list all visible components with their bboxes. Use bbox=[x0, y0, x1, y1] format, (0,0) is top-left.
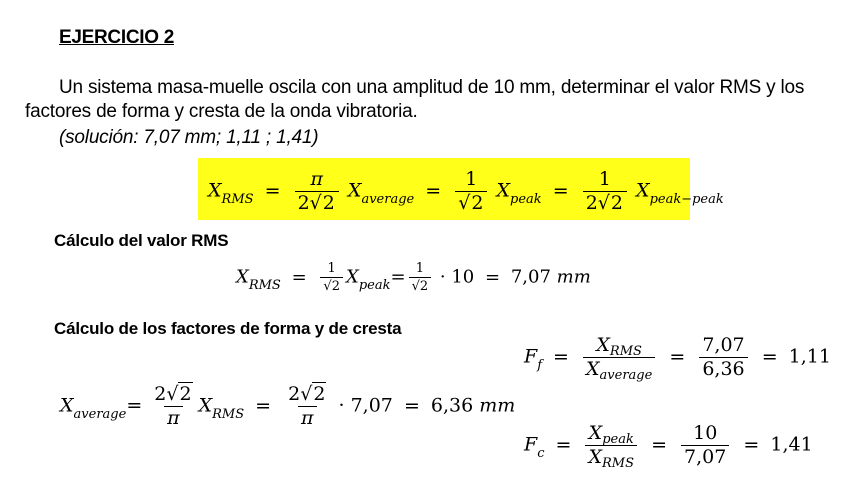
sqrt-sign: √ bbox=[411, 279, 420, 294]
x-symbol: X bbox=[588, 422, 603, 444]
sub-f: f bbox=[537, 357, 542, 373]
equals-sign: = bbox=[761, 345, 778, 368]
radicand: 2 bbox=[471, 192, 484, 214]
sub-average: average bbox=[599, 368, 653, 383]
radicand: 2 bbox=[610, 192, 623, 214]
sqrt-sign: √ bbox=[300, 383, 313, 405]
denominator: 7,07 bbox=[681, 445, 729, 467]
numerator bbox=[593, 336, 645, 357]
fraction-1-over-sqrt2 bbox=[320, 262, 343, 293]
rms-result: 7,07 bbox=[510, 266, 551, 288]
unit-mm: mm bbox=[479, 394, 516, 417]
rms-calculation bbox=[236, 262, 591, 293]
average-calculation bbox=[60, 385, 515, 428]
crest-factor-result: 1,41 bbox=[770, 433, 813, 456]
equals-sign: = bbox=[264, 179, 281, 202]
form-factor-calculation bbox=[524, 334, 831, 383]
x-symbol: X bbox=[345, 266, 359, 288]
denominator bbox=[409, 277, 432, 293]
amplitude-value: 10 bbox=[451, 266, 475, 288]
radicand: 2 bbox=[322, 192, 335, 214]
coef-two: 2 bbox=[585, 192, 598, 214]
sqrt-sign: √ bbox=[458, 192, 471, 214]
denominator bbox=[320, 277, 343, 293]
x-symbol: X bbox=[208, 179, 222, 202]
denominator bbox=[583, 357, 655, 383]
solution-line: (solución: 7,07 mm; 1,11 ; 1,41) bbox=[59, 127, 319, 148]
equals-sign: = bbox=[390, 266, 406, 288]
numerator-one: 1 bbox=[327, 261, 336, 276]
x-symbol: X bbox=[236, 266, 249, 288]
sub-peak-peak: peak−peak bbox=[649, 191, 724, 207]
x-symbol: X bbox=[347, 179, 362, 202]
sqrt-sign: √ bbox=[597, 192, 610, 214]
radicand: 2 bbox=[179, 383, 192, 405]
sub-peak: peak bbox=[358, 277, 391, 293]
coef-two: 2 bbox=[154, 383, 167, 405]
radicand: 2 bbox=[313, 383, 326, 405]
equals-sign: = bbox=[651, 433, 667, 456]
equals-sign: = bbox=[255, 394, 272, 417]
problem-statement: Un sistema masa-muelle oscila con una amplitud de 10 mm, determinar el valor RMS y los factores de forma y cresta de la onda vibratoria. bbox=[25, 77, 805, 122]
average-result: 6,36 bbox=[430, 394, 474, 417]
radicand: 2 bbox=[331, 279, 340, 294]
sub-c: c bbox=[537, 445, 545, 461]
fraction-pi-over-2sqrt2 bbox=[295, 170, 339, 213]
numerator-one: 1 bbox=[598, 168, 611, 190]
equals-sign: = bbox=[553, 345, 569, 368]
f-symbol: F bbox=[524, 345, 538, 368]
numerator bbox=[586, 424, 637, 445]
pi-symbol: π bbox=[310, 168, 323, 190]
f-symbol: F bbox=[524, 433, 538, 456]
pi-symbol: π bbox=[298, 406, 317, 428]
fraction-peak-over-rms bbox=[585, 422, 637, 471]
radicand: 2 bbox=[419, 279, 429, 294]
sub-rms: RMS bbox=[609, 344, 642, 359]
form-factor-result: 1,11 bbox=[788, 345, 831, 368]
fraction-1-over-sqrt2 bbox=[409, 262, 432, 293]
numerator-one: 1 bbox=[415, 261, 424, 276]
rms-value: 7,07 bbox=[350, 394, 393, 417]
numerator: 7,07 bbox=[702, 334, 745, 356]
x-symbol: X bbox=[60, 394, 74, 417]
equals-sign: = bbox=[552, 179, 569, 202]
numerator bbox=[285, 385, 329, 406]
fraction-values bbox=[699, 336, 747, 379]
equals-sign: = bbox=[484, 266, 501, 288]
denominator bbox=[585, 445, 637, 471]
sub-average: average bbox=[361, 191, 415, 207]
fraction-values bbox=[681, 424, 729, 467]
unit-mm: mm bbox=[556, 266, 591, 288]
heading-factors-calc: Cálculo de los factores de forma y de cresta bbox=[54, 319, 402, 338]
sub-rms: RMS bbox=[212, 406, 245, 422]
multiply-dot: · bbox=[439, 266, 446, 288]
denominator bbox=[455, 191, 487, 213]
equals-sign: = bbox=[743, 433, 760, 456]
denominator: 6,36 bbox=[699, 357, 747, 379]
x-symbol: X bbox=[588, 446, 603, 468]
sqrt-sign: √ bbox=[323, 279, 332, 294]
fraction-1-over-2sqrt2 bbox=[583, 170, 627, 213]
pi-symbol: π bbox=[164, 406, 183, 428]
sub-peak: peak bbox=[510, 191, 542, 207]
equals-sign: = bbox=[669, 345, 686, 368]
fraction-2sqrt2-over-pi bbox=[285, 385, 329, 428]
equals-sign: = bbox=[555, 433, 572, 456]
x-symbol: X bbox=[198, 394, 213, 417]
multiply-dot: · bbox=[338, 394, 345, 417]
equals-sign: = bbox=[291, 266, 307, 288]
key-formula bbox=[208, 170, 724, 213]
fraction-2sqrt2-over-pi bbox=[151, 385, 195, 428]
numerator: 10 bbox=[693, 422, 718, 444]
numerator-one: 1 bbox=[465, 168, 478, 190]
sqrt-sign: √ bbox=[309, 192, 322, 214]
equals-sign: = bbox=[126, 394, 143, 417]
crest-factor-calculation bbox=[524, 422, 813, 471]
x-symbol: X bbox=[636, 179, 650, 202]
heading-rms-calc: Cálculo del valor RMS bbox=[54, 231, 229, 250]
sub-rms: RMS bbox=[221, 191, 254, 207]
exercise-title: EJERCICIO 2 bbox=[59, 27, 174, 48]
x-symbol: X bbox=[586, 358, 600, 380]
x-symbol: X bbox=[496, 179, 511, 202]
equals-sign: = bbox=[403, 394, 420, 417]
x-symbol: X bbox=[596, 334, 610, 356]
sub-average: average bbox=[73, 406, 127, 422]
fraction-rms-over-average bbox=[583, 334, 655, 383]
coef-two: 2 bbox=[297, 192, 310, 214]
denominator bbox=[295, 191, 339, 213]
equals-sign: = bbox=[425, 179, 442, 202]
sqrt-sign: √ bbox=[166, 383, 179, 405]
sub-peak: peak bbox=[602, 432, 634, 447]
fraction-1-over-sqrt2 bbox=[455, 170, 487, 213]
numerator bbox=[151, 385, 195, 406]
denominator bbox=[583, 191, 627, 213]
coef-two: 2 bbox=[288, 383, 301, 405]
sub-rms: RMS bbox=[602, 456, 635, 471]
sub-rms: RMS bbox=[248, 277, 281, 293]
